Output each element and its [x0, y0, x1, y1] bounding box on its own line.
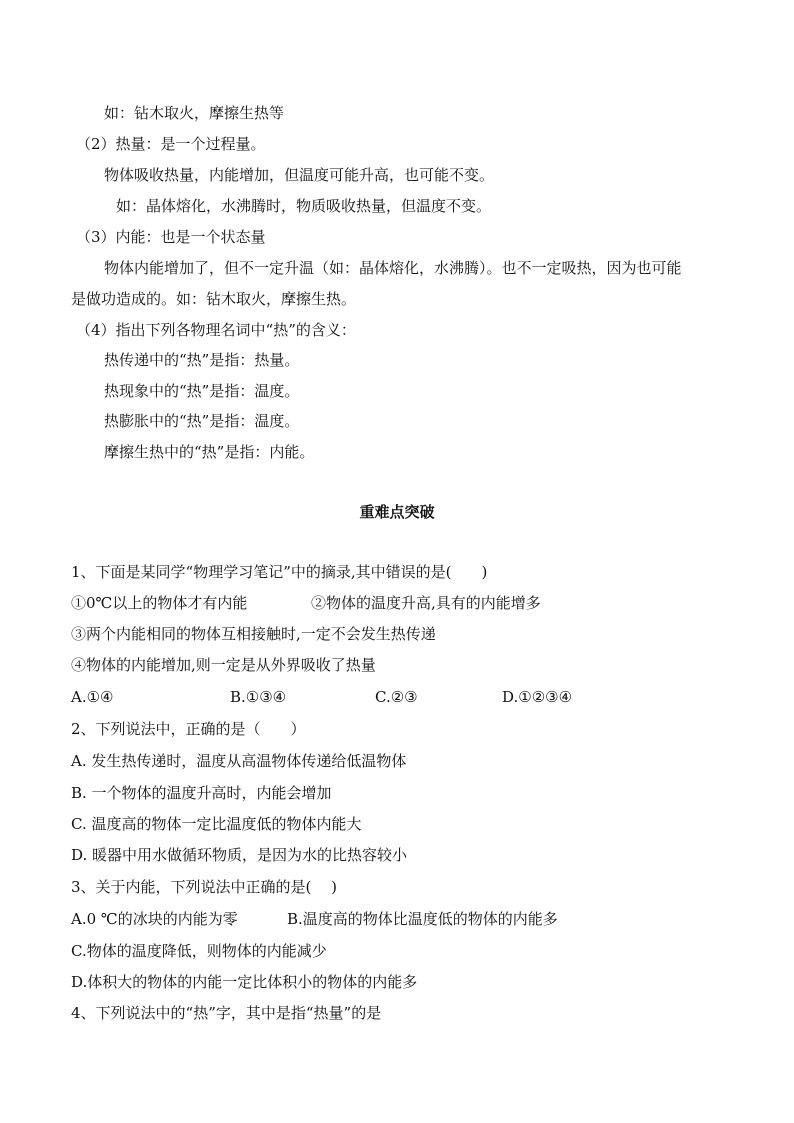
note-line-12: 摩擦生热中的“热”是指：内能。 — [104, 443, 315, 461]
question-2-option-a: A. 发生热传递时，温度从高温物体传递给低温物体 — [71, 752, 407, 770]
question-4-stem: 4、下列说法中的“热”字，其中是指“热量”的是 — [71, 1004, 382, 1022]
note-line-10: 热现象中的“热”是指：温度。 — [104, 382, 300, 400]
question-1-statement-3: ③两个内能相同的物体互相接触时,一定不会发生热传递 — [71, 625, 436, 643]
question-1-statement-2: ②物体的温度升高,具有的内能增多 — [311, 594, 541, 612]
question-1-option-b: B.①③④ — [230, 688, 287, 706]
question-1-statement-4: ④物体的内能增加,则一定是从外界吸收了热量 — [71, 656, 376, 674]
note-line-11: 热膨胀中的“热”是指：温度。 — [104, 412, 300, 430]
question-1-statement-1: ①0℃以上的物体才有内能 — [71, 594, 248, 612]
question-2-option-b: B. 一个物体的温度升高时，内能会增加 — [71, 784, 332, 802]
question-3-option-c: C.物体的温度降低，则物体的内能减少 — [71, 942, 327, 960]
question-2-stem: 2、下列说法中，正确的是（ ） — [71, 720, 306, 738]
note-line-8: （4）指出下列各物理名词中“热”的含义： — [76, 321, 356, 339]
note-line-6: 物体内能增加了，但不一定升温（如：晶体熔化，水沸腾）。也不一定吸热，因为也可能 — [104, 259, 682, 277]
note-line-4: 如：晶体熔化，水沸腾时，物质吸收热量，但温度不变。 — [116, 197, 492, 215]
question-2-option-c: C. 温度高的物体一定比温度低的物体内能大 — [71, 815, 362, 833]
question-3-option-a: A.0 ℃的冰块的内能为零 — [71, 910, 238, 928]
note-line-1: 如：钻木取火，摩擦生热等 — [104, 104, 285, 122]
note-line-7: 是做功造成的。如：钻木取火，摩擦生热。 — [71, 290, 357, 308]
section-title: 重难点突破 — [359, 503, 435, 521]
note-line-9: 热传递中的“热”是指：热量。 — [104, 351, 300, 369]
note-line-5: （3）内能：也是一个状态量 — [76, 228, 266, 246]
question-2-option-d: D. 暖器中用水做循环物质，是因为水的比热容较小 — [71, 846, 408, 864]
question-1-option-a: A.①④ — [71, 688, 114, 706]
question-1-stem: 1、下面是某同学“物理学习笔记”中的摘录,其中错误的是( ) — [71, 563, 488, 581]
question-1-option-c: C.②③ — [375, 688, 418, 706]
question-1-option-d: D.①②③④ — [502, 688, 573, 706]
question-3-option-d: D.体积大的物体的内能一定比体积小的物体的内能多 — [71, 973, 418, 991]
question-3-option-b: B.温度高的物体比温度低的物体的内能多 — [287, 910, 558, 928]
note-line-2: （2）热量：是一个过程量。 — [76, 135, 266, 153]
question-3-stem: 3、关于内能，下列说法中正确的是( ) — [71, 878, 338, 896]
note-line-3: 物体吸收热量，内能增加，但温度可能升高，也可能不变。 — [104, 166, 495, 184]
